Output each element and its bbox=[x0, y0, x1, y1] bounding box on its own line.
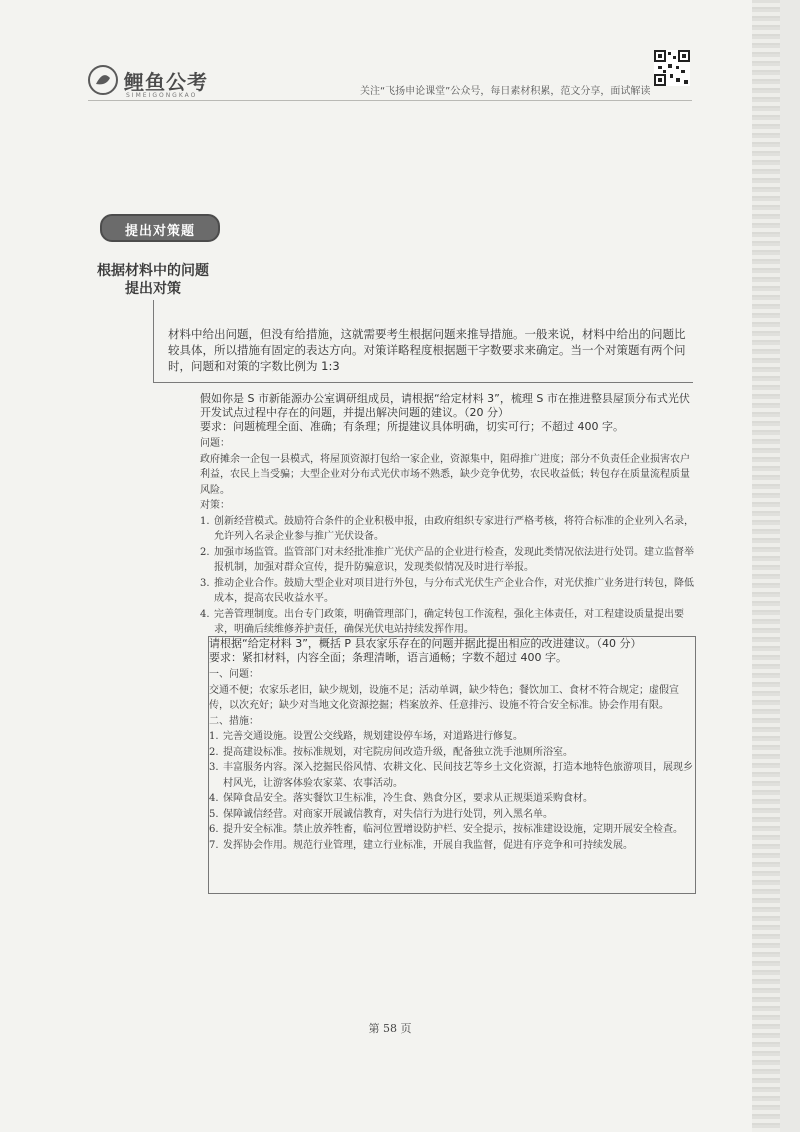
side-title bbox=[88, 262, 218, 298]
list-item: 2. 提高建设标准。按标准规划，对宅院房间改造升级，配备独立洗手池厕所浴室。 bbox=[209, 746, 573, 758]
question-1-problem-label: 问题： bbox=[200, 438, 230, 449]
connector-horizontal bbox=[153, 382, 693, 383]
logo-subtext: SIMEIGONGKAO bbox=[126, 92, 198, 99]
qr-code-icon bbox=[654, 50, 690, 86]
question-2-measures bbox=[209, 729, 695, 853]
side-title-line: 提出对策 bbox=[125, 281, 181, 297]
list-item: 7. 发挥协会作用。规范行业管理，建立行业标准，开展自我监督，促进有序竞争和可持续发展。 bbox=[209, 839, 633, 851]
list-item: 3. 丰富服务内容。深入挖掘民俗风情、农耕文化、民间技艺等乡土文化资源，打造本地特色旅游项目，展现乡村风光，让游客体验农家菜、农事活动。 bbox=[209, 762, 693, 789]
scan-edge bbox=[752, 0, 780, 1132]
question-2-task: 请根据“给定材料 3”，概括 P 县农家乐存在的问题并据此提出相应的改进建议。（40 分） bbox=[209, 637, 642, 650]
question-2-measure-label: 二、措施： bbox=[209, 715, 259, 727]
side-title-line: 根据材料中的问题 bbox=[97, 263, 209, 279]
promo-line: 关注“飞扬申论课堂”公众号，每日素材积累，范文分享，面试解读 bbox=[360, 86, 651, 97]
question-1-block bbox=[200, 392, 694, 635]
question-1-problem-text: 政府摊余一企包一县模式，将屋顶资源打包给一家企业，资源集中，阻碍推广进度；部分不负责任企业损害农户利益，农民上当受骗；大型企业对分布式光伏市场不熟悉，缺少竞争优势，农民收益低；转包存在质量流程质量风险。 bbox=[200, 453, 690, 496]
question-1-requirement: 要求：问题梳理全面、准确；有条理；所提建议具体明确，切实可行；不超过 400 字。 bbox=[200, 420, 624, 433]
list-item: 6. 提升安全标准。禁止放养牲畜，临河位置增设防护栏、安全提示，按标准建设设施，定期开展安全检查。 bbox=[209, 824, 683, 835]
intro-paragraph: 材料中给出问题，但没有给措施，这就需要考生根据问题来推导措施。一般来说，材料中给出的问题比较具体，所以措施有固定的表达方向。对策详略程度根据题干字数要求来确定。当一个对策题有两个问时，问题和对策的字数比例为 1:3 bbox=[168, 327, 686, 373]
list-item: 4. 完善管理制度。出台专门政策，明确管理部门，确定转包工作流程，强化主体责任，对工程建设质量提出要求，明确后续维修养护责任，确保光伏电站持续发挥作用。 bbox=[200, 608, 684, 635]
section-badge bbox=[100, 214, 220, 242]
list-item: 4. 保障食品安全。落实餐饮卫生标准，冷生食、熟食分区，要求从正规渠道采购食材。 bbox=[209, 793, 593, 804]
brand-logo bbox=[88, 64, 248, 104]
logo-text: 鲤鱼公考 bbox=[124, 70, 208, 94]
header-rule bbox=[88, 100, 692, 101]
question-1-measures bbox=[200, 514, 694, 638]
fish-logo-icon bbox=[88, 64, 118, 96]
question-2-block bbox=[208, 636, 696, 894]
page-number: 第 58 页 bbox=[368, 1022, 412, 1035]
list-item: 1. 创新经营模式。鼓励符合条件的企业积极申报，由政府组织专家进行严格考核，将符合标准的企业列入名录，允许列入名录企业参与推广光伏设备。 bbox=[200, 515, 694, 542]
question-2-problem-text: 交通不便；农家乐老旧，缺少规划，设施不足；活动单调，缺少特色；餐饮加工、食材不符合规定；虚假宣传，以次充好；缺少对当地文化资源挖掘；档案放养、任意排污、设施不符合安全标准。协会作用有限。 bbox=[209, 684, 679, 711]
question-2-problem-label: 一、问题： bbox=[209, 669, 259, 680]
connector-vertical bbox=[153, 300, 154, 382]
section-intro bbox=[168, 326, 694, 374]
question-2-requirement: 要求：紧扣材料，内容全面；条理清晰，语言通畅；字数不超过 400 字。 bbox=[209, 651, 567, 664]
list-item: 5. 保障诚信经营。对商家开展诚信教育，对失信行为进行处罚，列入黑名单。 bbox=[209, 808, 553, 820]
list-item: 3. 推动企业合作。鼓励大型企业对项目进行外包，与分布式光伏生产企业合作，对光伏推广业务进行转包，降低成本，提高农民收益水平。 bbox=[200, 577, 694, 604]
question-1-measure-label: 对策： bbox=[200, 500, 230, 511]
list-item: 2. 加强市场监管。监管部门对未经批准推广光伏产品的企业进行检查，发现此类情况依法进行处罚。建立监督举报机制，加强对群众宣传，提升防骗意识，发现类似情况及时进行举报。 bbox=[200, 546, 694, 573]
section-badge-label: 提出对策题 bbox=[124, 224, 195, 239]
list-item: 1. 完善交通设施。设置公交线路，规划建设停车场，对道路进行修复。 bbox=[209, 731, 523, 742]
question-1-task: 假如你是 S 市新能源办公室调研组成员，请根据“给定材料 3”，梳理 S 市在推进整县屋顶分布式光伏开发试点过程中存在的问题，并提出解决问题的建议。（20 分） bbox=[200, 392, 690, 419]
